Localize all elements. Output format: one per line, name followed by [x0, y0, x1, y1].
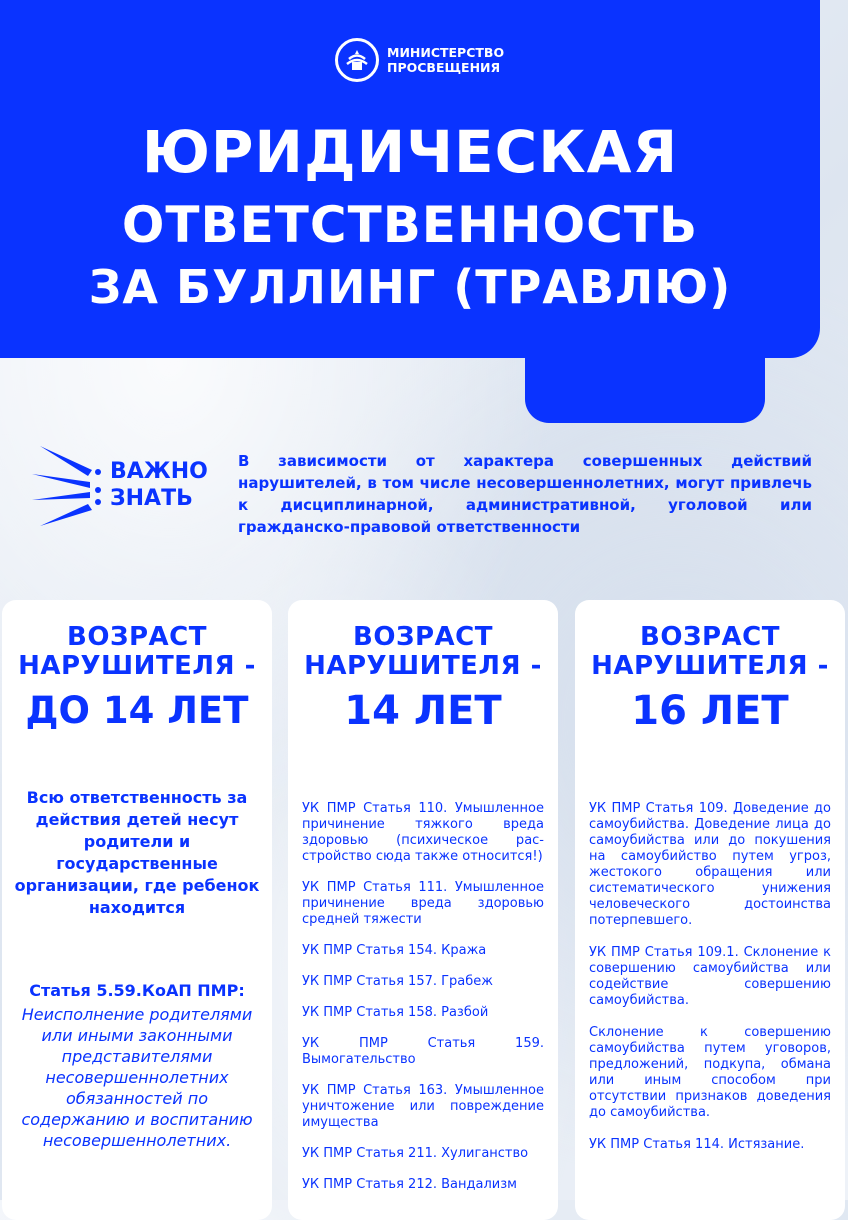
important-label-line-1: ВАЖНО: [110, 459, 208, 484]
law-list: [288, 801, 558, 1193]
header-tab-decoration: [525, 330, 765, 423]
list-item: УК ПМР Статья 111. Умышленное причинение вреда здоровью средней тяжести: [302, 880, 544, 927]
ministry-logo: [335, 37, 504, 83]
parents-responsibility-text: Всю ответственность за действия детей несут родители и государственные организации, где ребенок находится: [14, 788, 260, 917]
card-heading: ВОЗРАСТ НАРУШИТЕЛЯ -: [304, 622, 542, 681]
list-item: УК ПМР Статья 211. Хулиганство: [302, 1146, 529, 1161]
age-card-16: [575, 600, 845, 1220]
list-item: УК ПМР Статья 109. Доведение до самоубийства. Доведение лица до самоубийства или до покушения на самоубийство путем угроз, жестокого обращения или систематического унижения человеческого достоинства потерпевшего.: [589, 801, 831, 928]
list-item: УК ПМР Статья 159. Вымогательство: [302, 1036, 544, 1067]
article-title: Статья 5.59.КоАП ПМР:: [29, 981, 245, 1000]
card-heading: ВОЗРАСТ НАРУШИТЕЛЯ -: [18, 622, 256, 681]
age-card-14: [288, 600, 558, 1220]
logo-line-2: ПРОСВЕЩЕНИЯ: [387, 60, 501, 75]
important-block: [32, 440, 222, 530]
card-age: ДО 14 ЛЕТ: [25, 689, 249, 732]
list-item: УК ПМР Статья 154. Кража: [302, 943, 487, 958]
logo-line-1: МИНИСТЕРСТВО: [387, 45, 505, 60]
card-heading: ВОЗРАСТ НАРУШИТЕЛЯ -: [591, 622, 829, 681]
age-card-under-14: [2, 600, 272, 1220]
page-title-line-3: ЗА БУЛЛИНГ (ТРАВЛЮ): [88, 260, 732, 314]
article-text: Неисполнение родителями или иными законными представителями несовершеннолетних обязанностей по содержанию и воспитанию несовершеннолетних.: [21, 1005, 253, 1150]
important-label-line-2: ЗНАТЬ: [110, 486, 193, 511]
page-title-line-1: ЮРИДИЧЕСКАЯ: [141, 118, 679, 186]
page-title-line-2: ОТВЕТСТВЕННОСТЬ: [121, 196, 699, 254]
list-item: УК ПМР Статья 110. Умышленное причинение тяжкого вреда здоровью (психическое рас-стройство сюда также относится!): [302, 801, 544, 864]
list-item: УК ПМР Статья 109.1. Склонение к совершению самоубийства или содействие совершению самоубийства.: [589, 945, 831, 1008]
card-age: 14 ЛЕТ: [344, 688, 502, 734]
important-note: В зависимости от характера совершенных действий нарушителей, в том числе несовершеннолетних, могут привлечь к дисциплинарной, административной, уголовой или гражданско-правовой ответственности: [238, 452, 812, 536]
law-list: [575, 801, 845, 1153]
attention-rays-icon: [32, 440, 112, 530]
list-item: УК ПМР Статья 212. Вандализм: [302, 1177, 517, 1192]
list-item: УК ПМР Статья 163. Умышленное уничтожение или повреждение имущества: [302, 1083, 544, 1130]
list-item: УК ПМР Статья 114. Истязание.: [589, 1137, 805, 1152]
list-item: Склонение к совершению самоубийства путем уговоров, предложений, подкупа, обмана или иным способом при отсутствии признаков доведения до самоубийства.: [589, 1025, 831, 1120]
card-age: 16 ЛЕТ: [631, 688, 789, 734]
list-item: УК ПМР Статья 157. Грабеж: [302, 974, 494, 989]
list-item: УК ПМР Статья 158. Разбой: [302, 1005, 489, 1020]
ministry-emblem-icon: [335, 38, 379, 82]
header-banner: [0, 0, 820, 358]
